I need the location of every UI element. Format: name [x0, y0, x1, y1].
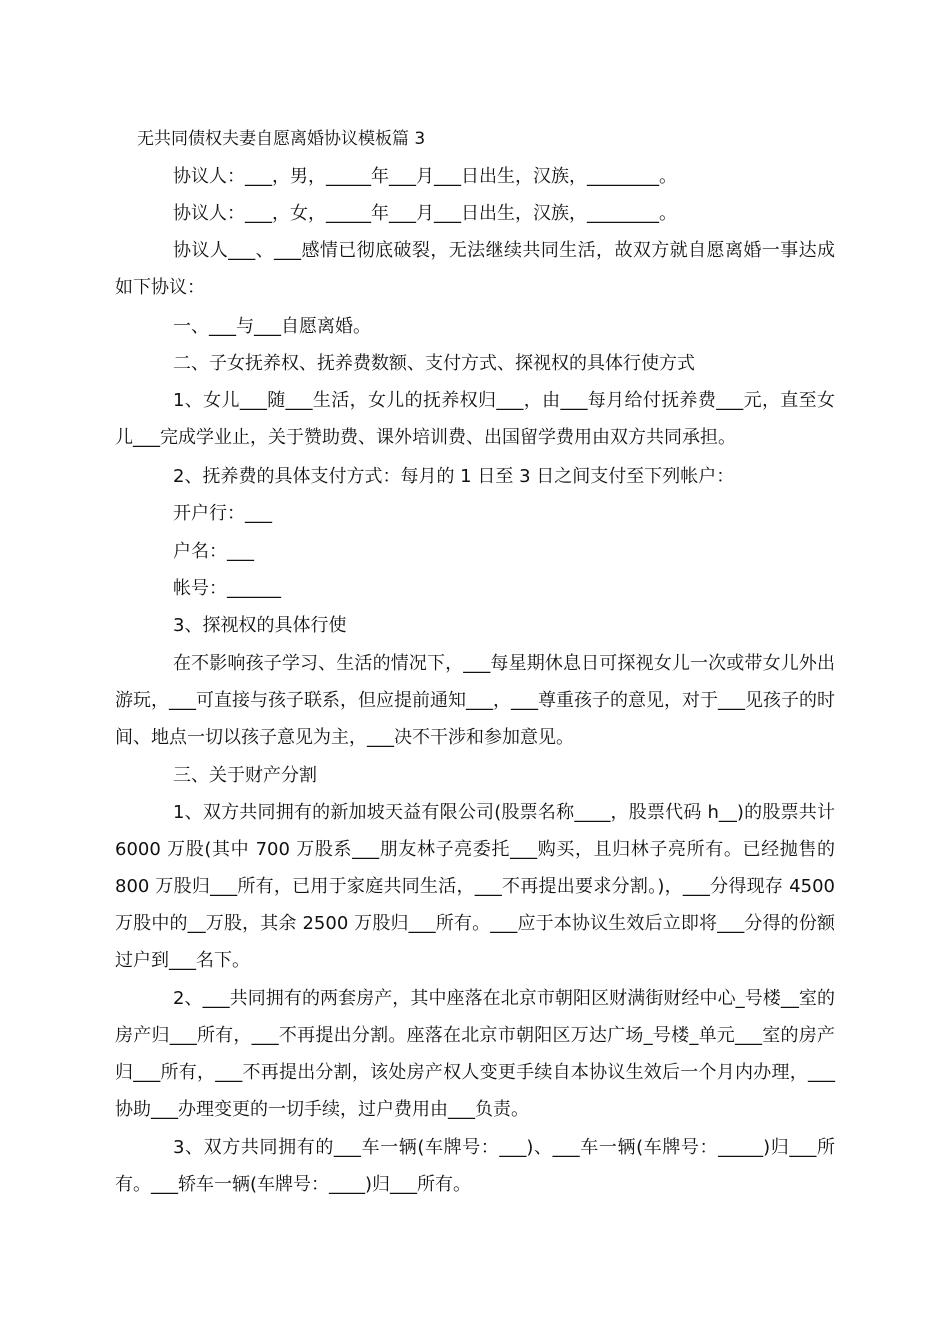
paragraph-payment-method: 2、抚养费的具体支付方式：每月的 1 日至 3 日之间支付至下列帐户：: [173, 466, 735, 487]
paragraph-vehicles: 3、双方共同拥有的___车一辆(车牌号：___)、___车一辆(车牌号：_____)归___所有。___轿车一辆(车牌号：____)归___所有。: [115, 1137, 835, 1195]
paragraph-party-male: 协议人：___，男，_____年___月___日出生，汉族，________。: [173, 166, 677, 187]
paragraph-preamble: 协议人___、___感情已彻底破裂，无法继续共同生活，故双方就自愿离婚一事达成如下协议：: [115, 240, 835, 298]
paragraph-bank: 开户行：___: [173, 503, 272, 524]
paragraph-party-female: 协议人：___，女，_____年___月___日出生，汉族，________。: [173, 203, 677, 224]
paragraph-section-three: 三、关于财产分割: [173, 765, 317, 786]
paragraph-visitation: 在不影响孩子学习、生活的情况下，___每星期休息日可探视女儿一次或带女儿外出游玩，___可直接与孩子联系，但应提前通知___，___尊重孩子的意见，对于___见孩子的时间、地点一切以孩子意见为主，___决不干涉和参加意见。: [115, 653, 835, 748]
paragraph-property: 2、___共同拥有的两套房产，其中座落在北京市朝阳区财满街财经中心_号楼__室的房产归___所有，___不再提出分割。座落在北京市朝阳区万达广场_号楼_单元___室的房产归___所有，___不再提出分割，该处房产权人变更手续自本协议生效后一个月内办理，___协助___办理变更的一切手续，过户费用由___负责。: [115, 988, 835, 1120]
paragraph-stocks: 1、双方共同拥有的新加坡天益有限公司(股票名称____，股票代码 h__)的股票共计 6000 万股(其中 700 万股系___朋友林子亮委托___购买，且归林子亮所有。已经抛售的 800 万股归___所有，已用于家庭共同生活，___不再提出要求分割。)，___分得现存 4500 万股中的__万股，其余 2500 万股归___所有。___应于本协议生效后立即将___分得的份额过户到___名下。: [115, 802, 835, 971]
paragraph-visitation-heading: 3、探视权的具体行使: [173, 615, 347, 636]
document-title: 无共同债权夫妻自愿离婚协议模板篇 3: [137, 129, 426, 149]
paragraph-account-name: 户名：___: [173, 541, 254, 562]
paragraph-custody: 1、女儿___随___生活，女儿的抚养权归___，由___每月给付抚养费___元，直至女儿___完成学业止，关于赞助费、课外培训费、出国留学费用由双方共同承担。: [115, 390, 835, 448]
paragraph-section-two: 二、子女抚养权、抚养费数额、支付方式、探视权的具体行使方式: [173, 353, 695, 374]
paragraph-section-one: 一、___与___自愿离婚。: [173, 316, 371, 337]
paragraph-account-number: 帐号：______: [173, 578, 281, 599]
